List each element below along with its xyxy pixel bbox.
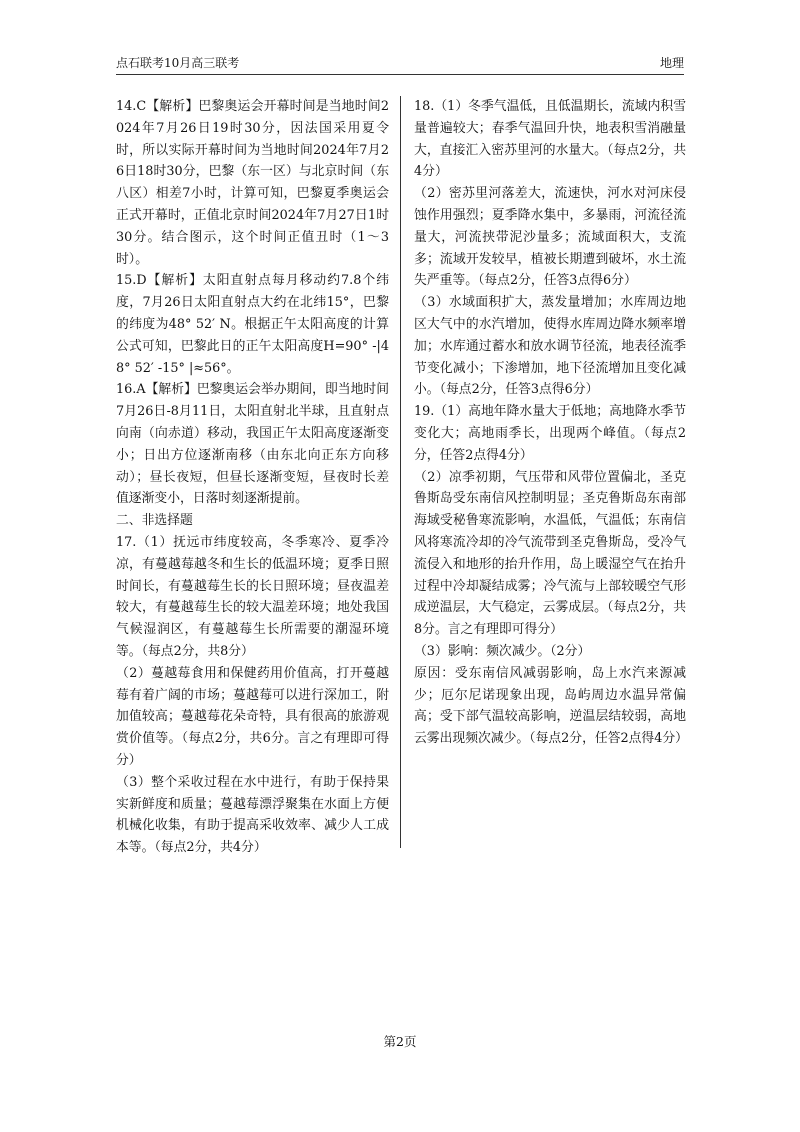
- answer-18-1: 18.（1）冬季气温低，且低温期长，流域内积雪量普遍较大；春季气温回升快，地表积雪消融量大，直接汇入密苏里河的水量大。（每点2分，共4分）: [414, 99, 686, 180]
- answer-17-2: （2）蔓越莓食用和保健药用价值高，打开蔓越莓有着广阔的市场；蔓越莓可以进行深加工，附加值较高；蔓越莓花朵奇特，具有很高的旅游观赏价值等。（每点2分，共6分。言之有理即可得分）: [116, 665, 389, 768]
- answer-19-3-reason: 原因：受东南信风减弱影响，岛上水汽来源减少；厄尔尼诺现象出现，岛屿周边水温异常偏高；受下部气温较高影响，逆温层结较弱，高地云雾出现频次减少。（每点2分，任答2点得4分）: [414, 665, 688, 747]
- answer-19-1: 19.（1）高地年降水量大于低地；高地降水季节变化大；高地雨季长，出现两个峰值。（每点2分，任答2点得4分）: [414, 404, 686, 463]
- section-heading: 二、非选择题: [116, 513, 193, 529]
- answer-17-3: （3）整个采收过程在水中进行，有助于保持果实新鲜度和质量；蔓越莓漂浮聚集在水面上方便机械化收集，有助于提高采收效率、减少人工成本等。（每点2分，共4分）: [116, 774, 389, 856]
- answer-16: 16.A【解析】巴黎奥运会举办期间，即当地时间7月26日-8月11日，太阳直射北半球，且直射点向南（向赤道）移动，我国正午太阳高度逐渐变小；日出方位逐渐南移（由东北向正东方向移动）；昼长夜短，但昼长逐渐变短，昼夜时长差值逐渐变小，日落时刻逐渐提前。: [116, 382, 389, 507]
- subject-label: 地理: [659, 56, 684, 70]
- left-column: [116, 96, 389, 859]
- answer-15: 15.D【解析】太阳直射点每月移动约7.8个纬度，7月26日太阳直射点大约在北纬15°，巴黎的纬度为48° 52′ N。根据正午太阳高度的计算公式可知，巴黎此日的正午太阳高度H=90° -|48° 52′ -15° |≈56°。: [116, 273, 389, 376]
- answer-19-3-effect: （3）影响：频次减少。（2分）: [414, 643, 591, 659]
- answer-19-2: （2）凉季初期，气压带和风带位置偏北，圣克鲁斯岛受东南信风控制明显；圣克鲁斯岛东南部海域受秘鲁寒流影响，水温低，气温低；东南信风将寒流冷却的冷气流带到圣克鲁斯岛，受冷气流侵入和地形的抬升作用，岛上暖湿空气在抬升过程中冷却凝结成雾；冷气流与上部较暖空气形成逆温层，大气稳定，云雾成层。（每点2分，共8分。言之有理即可得分）: [414, 469, 686, 638]
- column-divider: [400, 96, 401, 848]
- page-header: [116, 52, 684, 75]
- exam-title: 点石联考10月高三联考: [116, 56, 240, 70]
- answer-14: 14.C【解析】巴黎奥运会开幕时间是当地时间2024年7月26日19时30分，因法国采用夏令时，所以实际开幕时间为当地时间2024年7月26日18时30分，巴黎（东一区）与北京时间（东八区）相差7小时，计算可知，巴黎夏季奥运会正式开幕时，正值北京时间2024年7月27日1时30分。结合图示，这个时间正值丑时（1～3时）。: [116, 99, 389, 267]
- right-column: [414, 96, 686, 750]
- answer-18-3: （3）水域面积扩大，蒸发量增加；水库周边地区大气中的水汽增加，使得水库周边降水频率增加；水库通过蓄水和放水调节径流，地表径流季节变化减小；下渗增加，地下径流增加且变化减小。（每点2分，任答3点得6分）: [414, 295, 686, 398]
- answer-17-1: 17.（1）抚远市纬度较高，冬季寒冷、夏季冷凉，有蔓越莓越冬和生长的低温环境；夏季日照时间长，有蔓越莓生长的长日照环境；昼夜温差较大，有蔓越莓生长的较大温差环境；地处我国气候湿润区，有蔓越莓生长所需要的潮湿环境等。（每点2分，共8分）: [116, 534, 389, 659]
- answer-18-2: （2）密苏里河落差大，流速快，河水对河床侵蚀作用强烈；夏季降水集中，多暴雨，河流径流量大，河流挟带泥沙量多；流域面积大，支流多；流域开发较早，植被长期遭到破坏，水土流失严重等。（每点2分，任答3点得6分）: [414, 186, 686, 289]
- page-number: 第2页: [383, 1034, 417, 1049]
